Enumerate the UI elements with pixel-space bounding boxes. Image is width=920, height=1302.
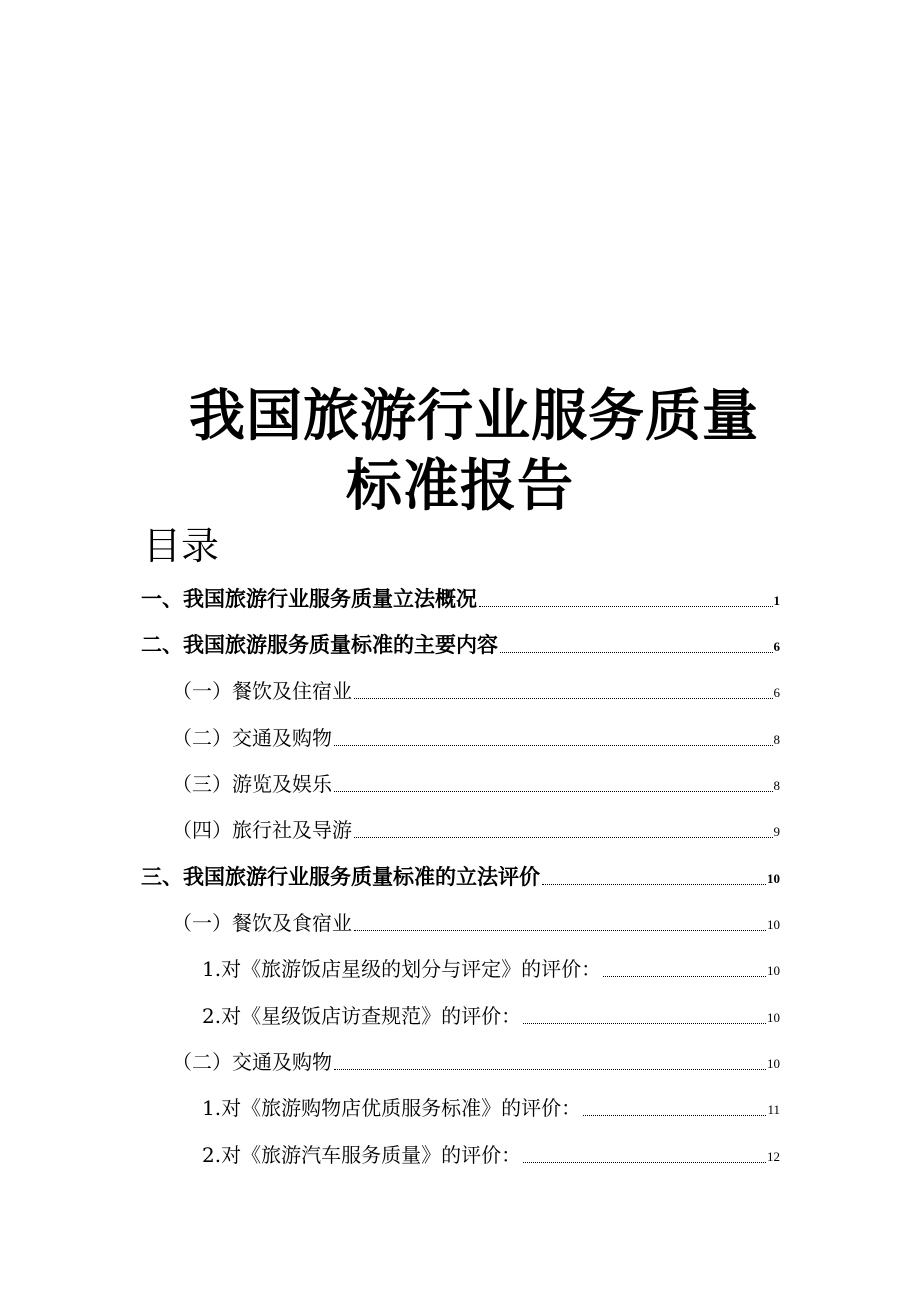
toc-entry-page: 10: [767, 917, 780, 932]
toc-leader-dots: [334, 790, 773, 792]
toc-entry-page: 10: [767, 1056, 780, 1071]
toc-leader-dots: [583, 1114, 766, 1116]
toc-entry-label: （一）餐饮及食宿业: [172, 911, 352, 935]
toc-entry[interactable]: [141, 858, 780, 890]
toc-entry[interactable]: [172, 811, 780, 843]
toc-entry-page: 9: [773, 824, 780, 839]
toc-entry-label: 一、我国旅游行业服务质量立法概况: [141, 587, 477, 611]
toc-entry-page: 8: [773, 778, 780, 793]
toc-entry-page: 8: [773, 732, 780, 747]
toc-entry[interactable]: [172, 719, 780, 751]
toc-leader-dots: [603, 975, 766, 977]
toc-leader-dots: [479, 605, 773, 607]
toc-leader-dots: [334, 744, 773, 746]
toc-leader-dots: [354, 836, 773, 838]
toc-entry-label: 三、我国旅游行业服务质量标准的立法评价: [141, 865, 540, 889]
toc-entry[interactable]: [172, 904, 780, 936]
toc-entry-label: （三）游览及娱乐: [172, 772, 332, 796]
toc-entry[interactable]: [141, 580, 780, 612]
toc-entry-label: （一）餐饮及住宿业: [172, 679, 352, 703]
document-title-line-2: 标准报告: [346, 454, 574, 519]
toc-entry-label: （四）旅行社及导游: [172, 818, 352, 842]
toc-entry[interactable]: [202, 1136, 780, 1168]
toc-entry-label: 1.对《旅游购物店优质服务标准》的评价：: [202, 1096, 582, 1120]
toc-entry[interactable]: [141, 626, 780, 658]
toc-entry-label: 1.对《旅游饭店星级的划分与评定》的评价：: [202, 957, 602, 981]
toc-leader-dots: [354, 929, 766, 931]
toc-leader-dots: [523, 1161, 766, 1163]
toc-entry-label: （二）交通及购物: [172, 726, 332, 750]
toc-entry-label: （二）交通及购物: [172, 1050, 332, 1074]
toc-entry-page: 10: [767, 1010, 780, 1025]
toc-entry[interactable]: [172, 1043, 780, 1075]
toc-leader-dots: [500, 651, 773, 653]
toc-entry-label: 2.对《星级饭店访查规范》的评价：: [202, 1004, 522, 1028]
toc-entry[interactable]: [172, 765, 780, 797]
toc-entry-page: 1: [773, 593, 780, 608]
toc-leader-dots: [523, 1022, 766, 1024]
toc-leader-dots: [334, 1068, 766, 1070]
toc-entry-page: 6: [773, 639, 780, 654]
toc-entry-page: 11: [767, 1102, 780, 1117]
toc-entry-page: 10: [767, 963, 780, 978]
toc-entry[interactable]: [202, 997, 780, 1029]
document-title-line-1: 我国旅游行业服务质量: [189, 384, 759, 449]
toc-leader-dots: [542, 883, 766, 885]
toc-entry[interactable]: [202, 1089, 780, 1121]
toc-entry-page: 6: [773, 685, 780, 700]
toc-entry-page: 12: [767, 1149, 780, 1164]
toc-entry-label: 2.对《旅游汽车服务质量》的评价：: [202, 1143, 522, 1167]
toc-entry[interactable]: [172, 672, 780, 704]
toc-entry-label: 二、我国旅游服务质量标准的主要内容: [141, 633, 498, 657]
toc-entry-page: 10: [767, 871, 780, 886]
toc-entry[interactable]: [202, 950, 780, 982]
toc-heading: 目录: [143, 524, 220, 568]
toc-leader-dots: [354, 697, 773, 699]
